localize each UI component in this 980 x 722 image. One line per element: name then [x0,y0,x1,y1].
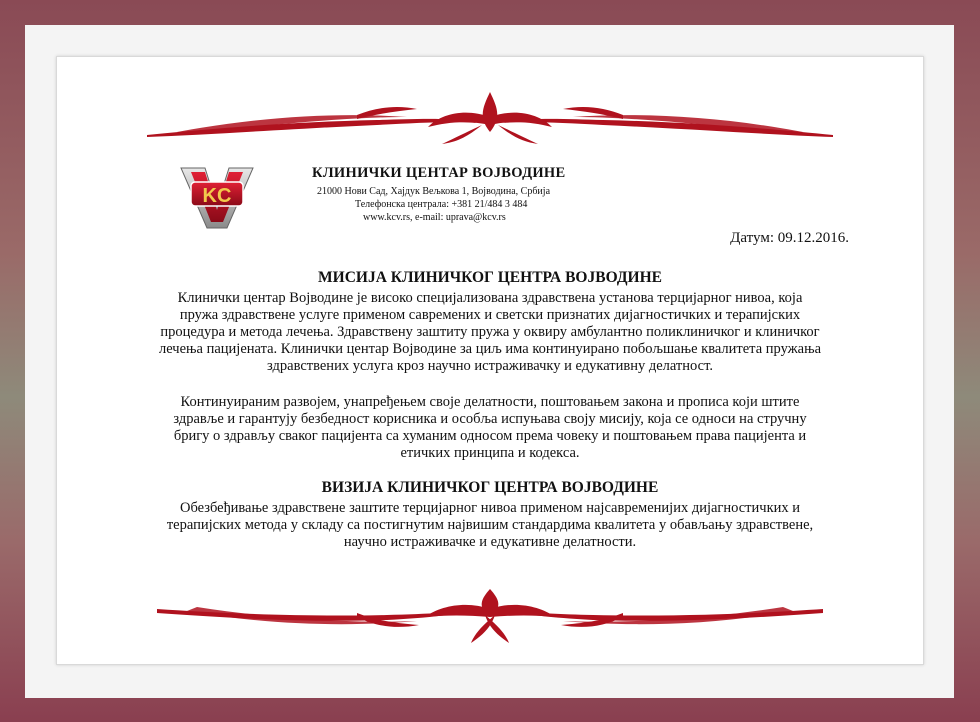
org-phone: Телефонска централа: +381 21/484 3 484 [355,199,528,210]
svg-text:KC: KC [202,185,232,207]
mission-paragraph-2: Континуираним развојем, унапређењем своје делатности, поштовањем закона и прописа који штите здравље и гарантују безбедност корисника и особља испуњава своју мисију, која се односи на стручну бригу о здрављу сваког пацијента са хуманим односом према човеку и поштовањем права пацијента и етичких принципа и кодекса. [173,394,807,461]
org-name: КЛИНИЧКИ ЦЕНТАР ВОЈВОДИНЕ [312,165,566,181]
vision-paragraph: Обезбеђивање здравствене заштите терцијарног нивоа применом најсавременијих дијагностичких и терапијских метода у складу са постигнутим највишим стандардима квалитета у обављању здравствене, научно истраживачке и едукативне делатности. [166,500,814,550]
mission-paragraph-1: Клинички центар Војводине је високо специјализована здравствена установа терцијарног нивоа, која пружа здравствене услуге применом савремених и светски признатих дијагностичких и терапијских процедура и метода лечења. Здравствену заштиту пружа у оквиру амбулантно поликлиничког и клиничког лечења пацијената. Клинички центар Војводине за циљ има континуирано побољшање квалитета пружања здравствених услуга кроз научно истраживачку и едукативну делатност. [158,290,822,374]
org-web: www.kcv.rs, e-mail: uprava@kcv.rs [363,212,506,223]
kcv-logo-icon [177,162,257,232]
bottom-ornament [57,587,923,647]
mission-title: МИСИЈА КЛИНИЧКОГ ЦЕНТРА ВОЈВОДИНЕ [318,269,662,286]
document-page [56,56,924,665]
org-address: 21000 Нови Сад, Хајдук Вељкова 1, Војводина, Србија [317,186,551,197]
letterhead [167,157,727,287]
top-ornament [57,87,923,147]
vision-title: ВИЗИЈА КЛИНИЧКОГ ЦЕНТРА ВОЈВОДИНЕ [321,479,659,496]
document-date: Датум: 09.12.2016. [730,230,849,246]
